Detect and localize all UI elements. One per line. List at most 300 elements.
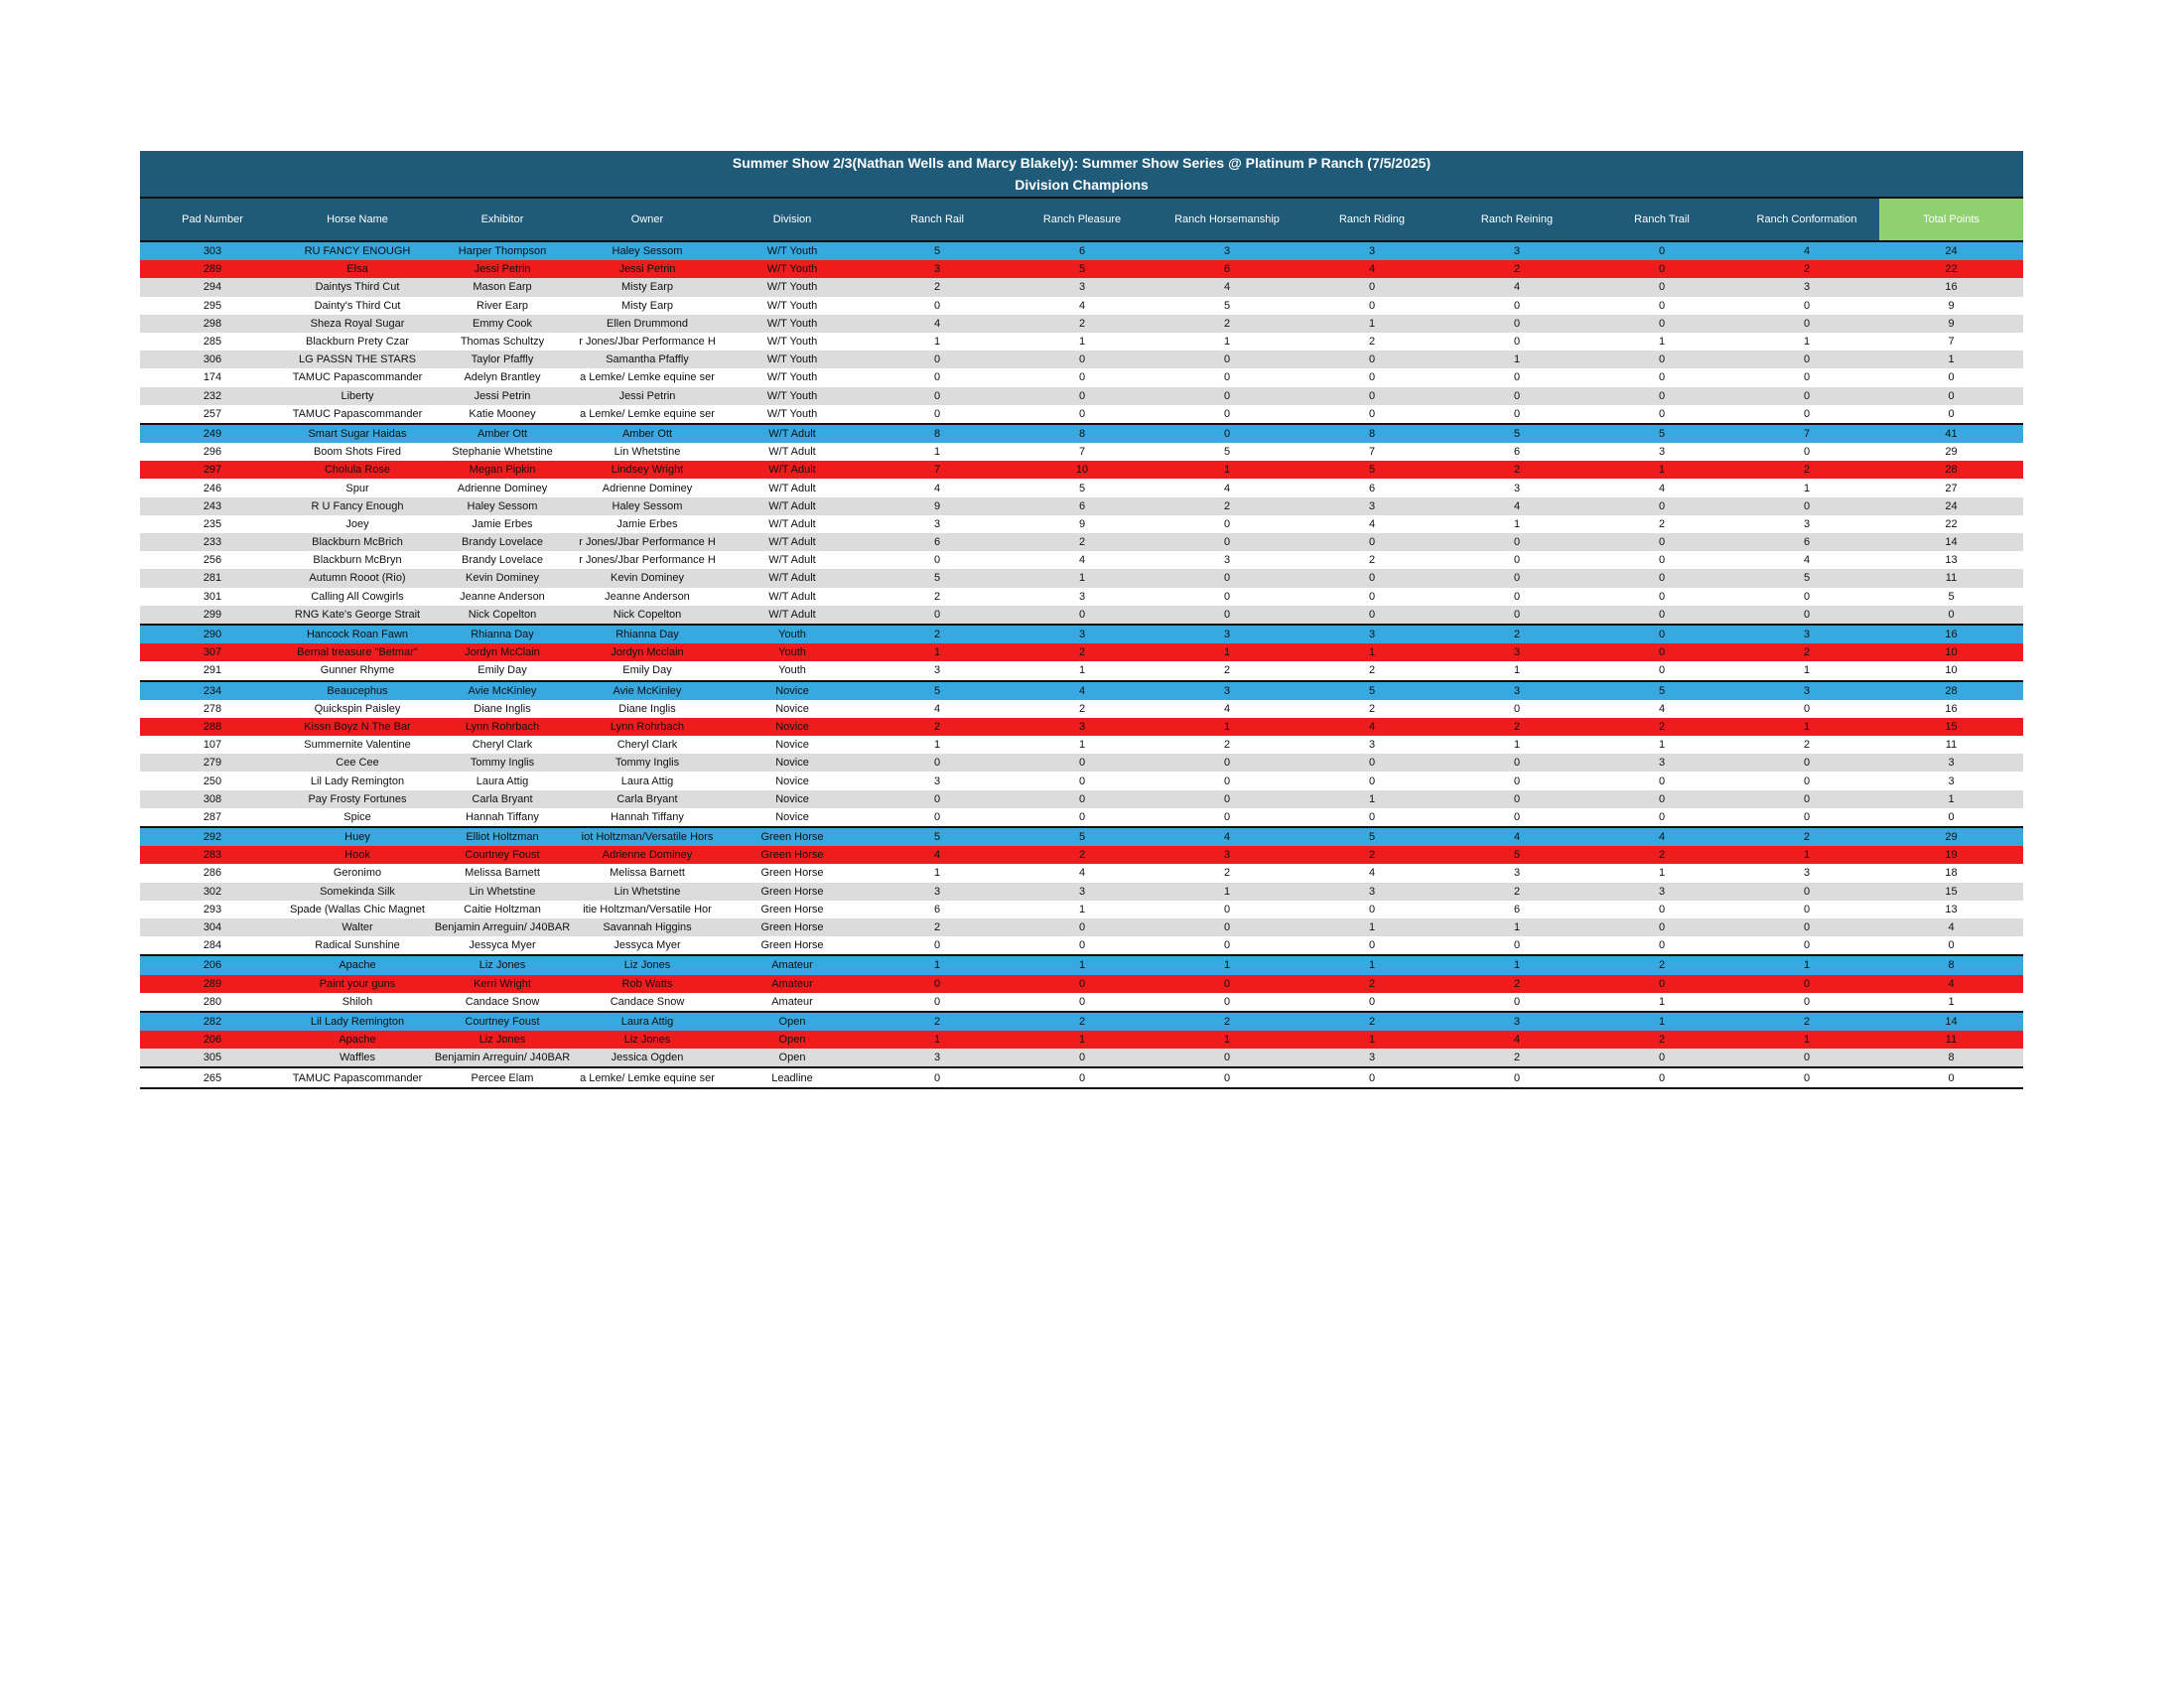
table-cell: 1: [865, 736, 1010, 754]
table-cell: W/T Youth: [720, 260, 865, 278]
table-cell: 1: [865, 643, 1010, 661]
table-cell: Jessi Petrin: [575, 260, 720, 278]
table-cell: Green Horse: [720, 864, 865, 882]
table-cell: 4: [1734, 551, 1879, 569]
table-cell: r Jones/Jbar Performance H: [575, 551, 720, 569]
table-cell: 4: [865, 315, 1010, 333]
table-cell: 0: [1589, 278, 1734, 296]
table-cell: 6: [1010, 497, 1155, 515]
table-cell: 3: [1299, 241, 1444, 260]
table-cell: 3: [1589, 754, 1734, 772]
table-cell: Kerri Wright: [430, 975, 575, 993]
table-cell: W/T Youth: [720, 405, 865, 424]
table-cell: Blackburn McBrich: [285, 533, 430, 551]
table-cell: 0: [1299, 278, 1444, 296]
table-cell: 3: [1734, 515, 1879, 533]
table-cell: 41: [1879, 424, 2023, 443]
table-cell: 3: [1879, 772, 2023, 789]
column-header: Ranch Conformation: [1734, 199, 1879, 241]
table-cell: 5: [1589, 681, 1734, 700]
table-cell: 16: [1879, 278, 2023, 296]
column-header: Division: [720, 199, 865, 241]
table-cell: Jessi Petrin: [430, 387, 575, 405]
table-cell: 0: [1734, 772, 1879, 789]
table-cell: 3: [865, 883, 1010, 901]
table-cell: Dainty's Third Cut: [285, 297, 430, 315]
table-cell: 3: [1444, 479, 1589, 496]
table-cell: 6: [1734, 533, 1879, 551]
table-cell: 2: [1155, 864, 1299, 882]
table-cell: 3: [1155, 846, 1299, 864]
table-cell: Hook: [285, 846, 430, 864]
table-cell: 1: [1155, 955, 1299, 974]
table-cell: 1: [1299, 790, 1444, 808]
table-row: [140, 754, 2023, 772]
table-cell: 0: [865, 387, 1010, 405]
table-cell: Summernite Valentine: [285, 736, 430, 754]
table-cell: 0: [1155, 772, 1299, 789]
table-cell: 6: [865, 533, 1010, 551]
table-cell: 235: [140, 515, 285, 533]
table-cell: Benjamin Arreguin/ J40BAR: [430, 1049, 575, 1067]
table-cell: 280: [140, 993, 285, 1012]
table-cell: Paint your guns: [285, 975, 430, 993]
table-cell: Avie McKinley: [430, 681, 575, 700]
table-row: [140, 718, 2023, 736]
table-cell: Jeanne Anderson: [430, 588, 575, 606]
table-cell: Jessi Petrin: [430, 260, 575, 278]
table-cell: 0: [865, 993, 1010, 1012]
table-cell: 2: [1010, 643, 1155, 661]
table-cell: 302: [140, 883, 285, 901]
table-cell: 2: [1444, 625, 1589, 643]
table-cell: 10: [1879, 643, 2023, 661]
table-row: [140, 461, 2023, 479]
table-cell: 5: [1155, 297, 1299, 315]
table-cell: 0: [1589, 497, 1734, 515]
table-cell: 0: [1589, 901, 1734, 918]
table-cell: 0: [1589, 790, 1734, 808]
table-cell: 301: [140, 588, 285, 606]
table-cell: W/T Youth: [720, 333, 865, 351]
table-cell: Hannah Tiffany: [575, 808, 720, 827]
table-row: [140, 368, 2023, 386]
table-cell: W/T Youth: [720, 297, 865, 315]
table-cell: Lindsey Wright: [575, 461, 720, 479]
table-cell: Blackburn Prety Czar: [285, 333, 430, 351]
table-cell: 1: [1299, 643, 1444, 661]
table-row: [140, 533, 2023, 551]
table-cell: 0: [1589, 315, 1734, 333]
table-cell: 2: [865, 718, 1010, 736]
table-cell: 2: [1155, 661, 1299, 680]
table-cell: Novice: [720, 790, 865, 808]
table-cell: 14: [1879, 1012, 2023, 1031]
table-cell: Emily Day: [575, 661, 720, 680]
table-cell: 1: [1155, 643, 1299, 661]
table-cell: Youth: [720, 661, 865, 680]
table-cell: 0: [1155, 606, 1299, 625]
table-cell: Diane Inglis: [430, 700, 575, 718]
column-header: Ranch Pleasure: [1010, 199, 1155, 241]
table-cell: Mason Earp: [430, 278, 575, 296]
table-cell: 0: [1299, 351, 1444, 368]
table-cell: 1: [1879, 993, 2023, 1012]
table-cell: Harper Thompson: [430, 241, 575, 260]
table-cell: 2: [1010, 1012, 1155, 1031]
table-cell: 308: [140, 790, 285, 808]
table-cell: 0: [1734, 1049, 1879, 1067]
table-cell: Amateur: [720, 975, 865, 993]
table-cell: 0: [1299, 387, 1444, 405]
table-cell: Bernal treasure "Betmar": [285, 643, 430, 661]
table-cell: 1: [1299, 955, 1444, 974]
table-cell: 0: [1299, 772, 1444, 789]
table-cell: 0: [1589, 387, 1734, 405]
table-row: [140, 846, 2023, 864]
table-cell: 0: [1010, 1049, 1155, 1067]
table-row: [140, 700, 2023, 718]
table-cell: Lin Whetstine: [575, 883, 720, 901]
table-cell: 0: [1444, 315, 1589, 333]
table-cell: 1: [1010, 955, 1155, 974]
table-cell: Leadline: [720, 1067, 865, 1087]
table-cell: Rhianna Day: [575, 625, 720, 643]
table-cell: 5: [1879, 588, 2023, 606]
table-cell: W/T Youth: [720, 278, 865, 296]
table-cell: 5: [1155, 443, 1299, 461]
table-cell: 0: [1010, 808, 1155, 827]
table-cell: 7: [865, 461, 1010, 479]
table-cell: 291: [140, 661, 285, 680]
table-cell: Cheryl Clark: [575, 736, 720, 754]
table-cell: Amber Ott: [575, 424, 720, 443]
table-cell: 1: [1879, 351, 2023, 368]
table-row: [140, 278, 2023, 296]
table-cell: 0: [1734, 936, 1879, 955]
table-cell: 3: [865, 1049, 1010, 1067]
table-cell: 298: [140, 315, 285, 333]
table-cell: 1: [1734, 479, 1879, 496]
table-cell: 2: [1299, 700, 1444, 718]
table-cell: 28: [1879, 681, 2023, 700]
table-cell: Emmy Cook: [430, 315, 575, 333]
table-row: [140, 643, 2023, 661]
table-cell: 0: [1734, 790, 1879, 808]
table-cell: 0: [1589, 260, 1734, 278]
table-cell: 0: [1155, 351, 1299, 368]
table-cell: 0: [1155, 405, 1299, 424]
report-title: Summer Show 2/3(Nathan Wells and Marcy Blakely): Summer Show Series @ Platinum P Ranch (7/5/2025): [732, 155, 1432, 171]
table-cell: 0: [1299, 368, 1444, 386]
table-cell: 27: [1879, 479, 2023, 496]
table-cell: 13: [1879, 551, 2023, 569]
table-cell: 2: [1444, 975, 1589, 993]
table-cell: Geronimo: [285, 864, 430, 882]
table-cell: 16: [1879, 700, 2023, 718]
table-row: [140, 1012, 2023, 1031]
table-cell: 4: [1444, 497, 1589, 515]
table-cell: Percee Elam: [430, 1067, 575, 1087]
table-cell: TAMUC Papascommander: [285, 368, 430, 386]
table-cell: Hancock Roan Fawn: [285, 625, 430, 643]
table-cell: Katie Mooney: [430, 405, 575, 424]
table-cell: a Lemke/ Lemke equine ser: [575, 1067, 720, 1087]
table-cell: Tommy Inglis: [430, 754, 575, 772]
table-cell: Open: [720, 1049, 865, 1067]
table-cell: 0: [1010, 993, 1155, 1012]
table-row: [140, 681, 2023, 700]
table-cell: 0: [1589, 661, 1734, 680]
table-cell: 2: [1155, 315, 1299, 333]
table-cell: 174: [140, 368, 285, 386]
table-row: [140, 497, 2023, 515]
table-cell: 3: [865, 772, 1010, 789]
table-cell: 10: [1879, 661, 2023, 680]
table-cell: Jordyn McClain: [430, 643, 575, 661]
table-cell: 3: [1589, 443, 1734, 461]
table-cell: Melissa Barnett: [430, 864, 575, 882]
table-cell: 0: [1155, 1049, 1299, 1067]
table-cell: 2: [1010, 533, 1155, 551]
table-cell: 0: [865, 405, 1010, 424]
table-cell: Brandy Lovelace: [430, 551, 575, 569]
table-cell: 1: [1010, 333, 1155, 351]
table-cell: 3: [1299, 736, 1444, 754]
table-cell: 8: [1879, 1049, 2023, 1067]
table-cell: 2: [865, 1012, 1010, 1031]
table-cell: 2: [1444, 461, 1589, 479]
table-cell: Spade (Wallas Chic Magnet: [285, 901, 430, 918]
table-cell: 0: [1879, 606, 2023, 625]
table-cell: W/T Adult: [720, 497, 865, 515]
table-cell: 0: [1010, 936, 1155, 955]
table-cell: 13: [1879, 901, 2023, 918]
table-row: [140, 918, 2023, 936]
table-cell: 0: [1444, 368, 1589, 386]
table-cell: 0: [865, 936, 1010, 955]
table-cell: 0: [1734, 808, 1879, 827]
table-cell: 234: [140, 681, 285, 700]
table-cell: 4: [1010, 297, 1155, 315]
table-cell: 2: [1734, 260, 1879, 278]
table-cell: 0: [1010, 975, 1155, 993]
table-cell: Carla Bryant: [430, 790, 575, 808]
table-cell: Rhianna Day: [430, 625, 575, 643]
table-cell: 0: [1444, 1067, 1589, 1087]
table-cell: 0: [1155, 808, 1299, 827]
table-cell: W/T Adult: [720, 479, 865, 496]
table-cell: 0: [1299, 588, 1444, 606]
table-cell: W/T Youth: [720, 315, 865, 333]
table-cell: 4: [865, 846, 1010, 864]
table-cell: 3: [1155, 625, 1299, 643]
table-cell: 3: [1010, 625, 1155, 643]
table-row: [140, 827, 2023, 846]
table-cell: 0: [1299, 405, 1444, 424]
table-cell: 2: [1589, 1031, 1734, 1049]
table-cell: 4: [1299, 515, 1444, 533]
table-cell: Walter: [285, 918, 430, 936]
table-cell: Novice: [720, 700, 865, 718]
table-cell: 0: [1155, 790, 1299, 808]
table-cell: 2: [1589, 846, 1734, 864]
table-cell: 299: [140, 606, 285, 625]
table-cell: 0: [1010, 772, 1155, 789]
table-cell: 1: [1010, 569, 1155, 587]
table-cell: Candace Snow: [575, 993, 720, 1012]
table-cell: 1: [1010, 661, 1155, 680]
table-cell: 2: [1734, 827, 1879, 846]
table-cell: Jordyn Mcclain: [575, 643, 720, 661]
table-cell: 4: [1155, 827, 1299, 846]
column-header: Horse Name: [285, 199, 430, 241]
table-cell: 5: [865, 827, 1010, 846]
table-cell: Lin Whetstine: [430, 883, 575, 901]
table-cell: Liberty: [285, 387, 430, 405]
table-row: [140, 333, 2023, 351]
table-cell: 0: [1010, 405, 1155, 424]
table-cell: 1: [1589, 1012, 1734, 1031]
table-cell: 3: [865, 260, 1010, 278]
table-cell: 0: [1734, 975, 1879, 993]
table-cell: 1: [1589, 461, 1734, 479]
table-cell: Benjamin Arreguin/ J40BAR: [430, 918, 575, 936]
table-cell: 28: [1879, 461, 2023, 479]
table-cell: Samantha Pfaffly: [575, 351, 720, 368]
table-cell: 0: [1734, 387, 1879, 405]
table-cell: 5: [1299, 461, 1444, 479]
table-cell: 1: [1734, 1031, 1879, 1049]
table-cell: Ellen Drummond: [575, 315, 720, 333]
table-row: [140, 479, 2023, 496]
table-cell: 0: [1734, 754, 1879, 772]
table-row: [140, 625, 2023, 643]
table-cell: 107: [140, 736, 285, 754]
table-cell: Melissa Barnett: [575, 864, 720, 882]
table-cell: 0: [1299, 606, 1444, 625]
table-cell: 0: [865, 351, 1010, 368]
table-cell: 0: [1589, 551, 1734, 569]
table-cell: 3: [1734, 278, 1879, 296]
table-cell: Shiloh: [285, 993, 430, 1012]
table-cell: 0: [1734, 883, 1879, 901]
column-header: Ranch Riding: [1299, 199, 1444, 241]
table-cell: 3: [1879, 754, 2023, 772]
table-cell: 0: [1734, 700, 1879, 718]
table-cell: 9: [1879, 297, 2023, 315]
table-cell: 2: [1299, 1012, 1444, 1031]
table-cell: Jessi Petrin: [575, 387, 720, 405]
table-cell: 2: [1299, 333, 1444, 351]
table-cell: 3: [1010, 718, 1155, 736]
table-cell: 10: [1010, 461, 1155, 479]
table-body: [140, 241, 2023, 1088]
table-cell: 1: [1155, 883, 1299, 901]
table-cell: 0: [1444, 387, 1589, 405]
table-cell: 0: [1589, 606, 1734, 625]
table-cell: 3: [1734, 681, 1879, 700]
table-cell: 297: [140, 461, 285, 479]
table-cell: 2: [1734, 736, 1879, 754]
table-cell: 3: [1155, 241, 1299, 260]
table-cell: 5: [1010, 827, 1155, 846]
table-cell: 24: [1879, 241, 2023, 260]
table-cell: LG PASSN THE STARS: [285, 351, 430, 368]
table-cell: 6: [1444, 901, 1589, 918]
table-cell: 305: [140, 1049, 285, 1067]
table-cell: 0: [1734, 1067, 1879, 1087]
table-cell: Kevin Dominey: [430, 569, 575, 587]
table-cell: 0: [1444, 588, 1589, 606]
table-row: [140, 424, 2023, 443]
table-cell: Daintys Third Cut: [285, 278, 430, 296]
table-cell: Open: [720, 1031, 865, 1049]
table-cell: 4: [1155, 700, 1299, 718]
table-cell: W/T Youth: [720, 368, 865, 386]
table-cell: 5: [1444, 846, 1589, 864]
table-cell: Courtney Foust: [430, 846, 575, 864]
table-cell: 2: [865, 918, 1010, 936]
table-cell: 0: [1299, 993, 1444, 1012]
table-cell: Jeanne Anderson: [575, 588, 720, 606]
table-cell: Misty Earp: [575, 297, 720, 315]
table-cell: 1: [1010, 736, 1155, 754]
table-cell: 295: [140, 297, 285, 315]
table-cell: 1: [1734, 955, 1879, 974]
table-cell: Apache: [285, 955, 430, 974]
table-cell: 0: [1010, 790, 1155, 808]
column-header: Ranch Rail: [865, 199, 1010, 241]
table-cell: Open: [720, 1012, 865, 1031]
table-cell: 3: [1444, 241, 1589, 260]
table-cell: 6: [1444, 443, 1589, 461]
column-header: Ranch Horsemanship: [1155, 199, 1299, 241]
table-cell: 2: [1010, 700, 1155, 718]
table-cell: 4: [1010, 551, 1155, 569]
table-cell: Lynn Rohrbach: [430, 718, 575, 736]
table-cell: 0: [1589, 241, 1734, 260]
table-cell: 0: [865, 297, 1010, 315]
table-cell: 5: [1299, 827, 1444, 846]
table-cell: 1: [1444, 351, 1589, 368]
table-cell: 0: [1155, 754, 1299, 772]
table-cell: 2: [1299, 975, 1444, 993]
table-cell: Green Horse: [720, 918, 865, 936]
table-cell: Novice: [720, 736, 865, 754]
table-row: [140, 772, 2023, 789]
table-cell: 4: [1010, 681, 1155, 700]
table-cell: Sheza Royal Sugar: [285, 315, 430, 333]
table-cell: 2: [1589, 955, 1734, 974]
table-cell: 8: [1299, 424, 1444, 443]
table-cell: 0: [1010, 368, 1155, 386]
table-cell: 29: [1879, 827, 2023, 846]
table-cell: 0: [1589, 808, 1734, 827]
table-cell: Blackburn McBryn: [285, 551, 430, 569]
column-header: Owner: [575, 199, 720, 241]
table-cell: W/T Adult: [720, 461, 865, 479]
table-cell: W/T Adult: [720, 606, 865, 625]
table-cell: 0: [1879, 405, 2023, 424]
column-header: Pad Number: [140, 199, 285, 241]
table-cell: 0: [1589, 405, 1734, 424]
table-cell: 0: [1010, 1067, 1155, 1087]
table-cell: W/T Adult: [720, 515, 865, 533]
table-cell: 4: [1444, 827, 1589, 846]
table-row: [140, 569, 2023, 587]
table-cell: 0: [1734, 918, 1879, 936]
